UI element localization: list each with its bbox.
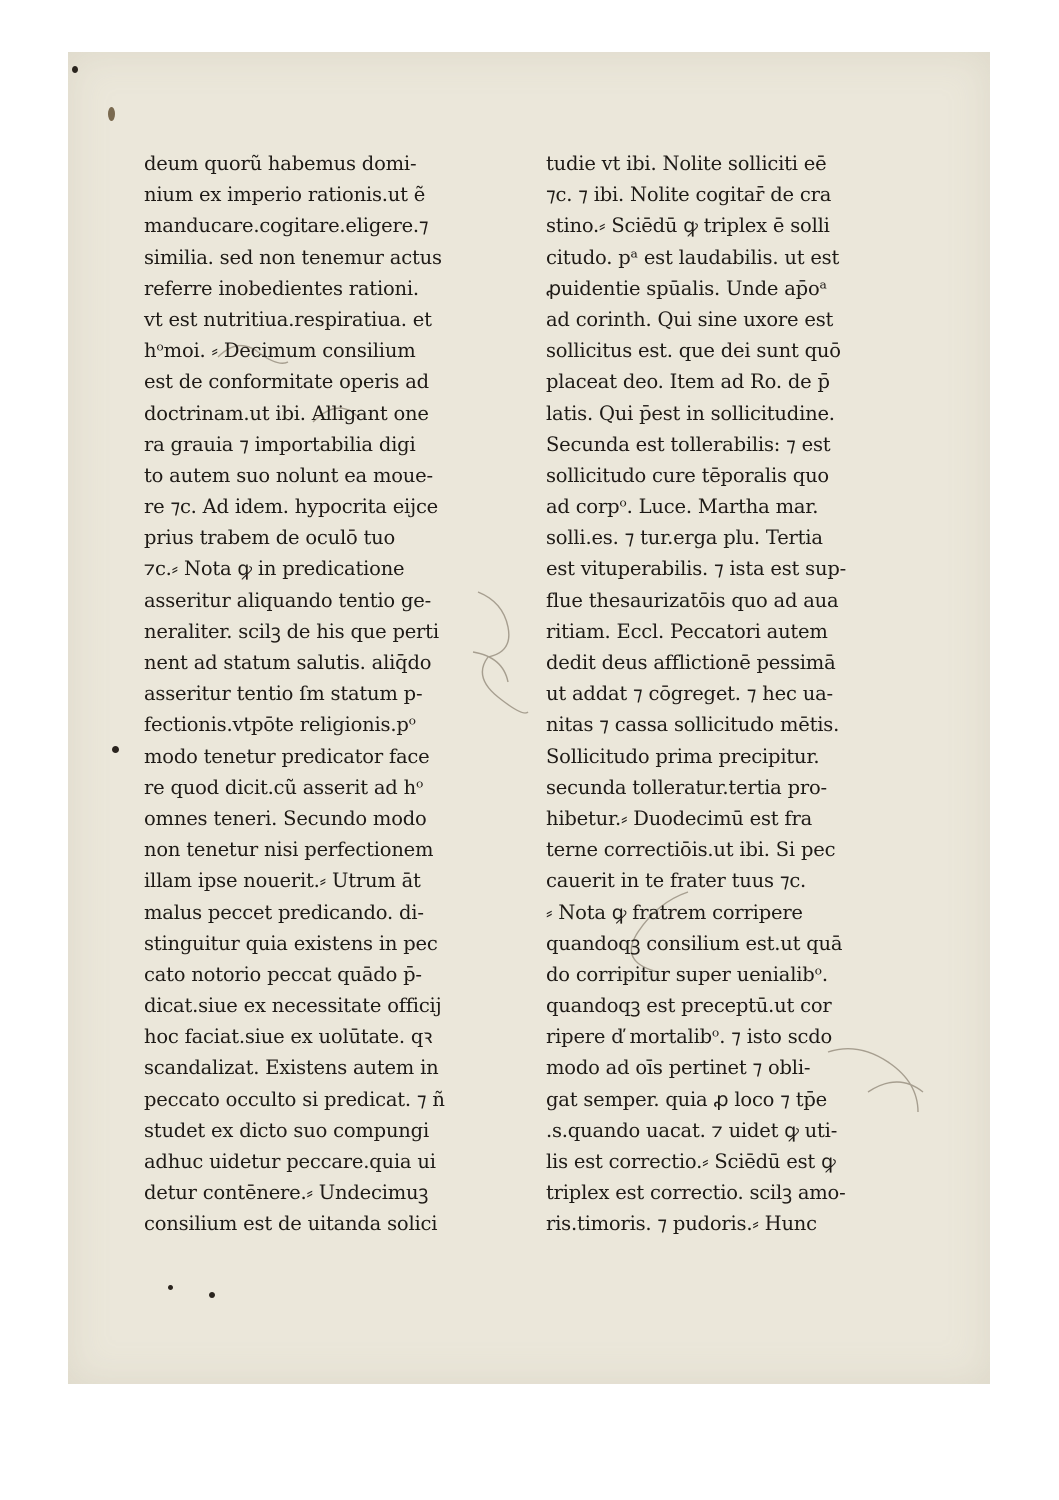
text-line: vt est nutritiua.respiratiua. et xyxy=(144,307,432,331)
text-line: do corripitur super uenialibᵒ. xyxy=(546,962,828,986)
text-line: studet ex dicto suo compungi xyxy=(144,1118,429,1142)
text-line: ripere ď mortalibᵒ. ⁊ isto scdo xyxy=(546,1025,833,1049)
text-line: adhuc uidetur peccare.quia ui xyxy=(144,1150,436,1173)
text-line: ⸗ Nota ꝙ fratrem corripere xyxy=(546,900,803,924)
text-line: dedit deus afflictionē pessimā xyxy=(546,651,836,674)
left-text-column xyxy=(144,148,489,1240)
text-line: modo tenetur predicator face xyxy=(144,744,430,768)
text-line: prius trabem de oculō tuo xyxy=(144,526,396,550)
text-line: asseritur tentio ſm statum p- xyxy=(144,682,423,706)
text-line: stinguitur quia existens in pec xyxy=(144,931,438,955)
text-line: sollicitudo cure tēporalis quo xyxy=(546,463,829,487)
text-line: stino.⸗ Sciēdū ꝙ triplex ē solli xyxy=(546,214,830,238)
text-line: cauerit in te frater tuus ⁊c. xyxy=(546,869,807,893)
text-line: neraliter. scilꝫ de his que perti xyxy=(144,619,439,643)
text-line: quandoqꝫ consilium est.ut quā xyxy=(546,931,843,955)
text-line: dicat.siue ex necessitate officij xyxy=(144,994,442,1018)
text-line: doctrinam.ut ibi. Alligant one xyxy=(144,401,429,425)
text-line: illam ipse nouerit.⸗ Utrum āt xyxy=(144,869,421,893)
text-line: gat semper. quia ꝓ loco ⁊ tp̄e xyxy=(546,1087,827,1111)
text-line: ⁊c.⸗ Nota ꝙ in predicatione xyxy=(144,557,405,581)
text-line: detur contēnere.⸗ Undecimuꝫ xyxy=(144,1181,429,1205)
text-line: nent ad statum salutis. aliq̄do xyxy=(144,651,432,674)
text-line: fectionis.vtpōte religionis.pᵒ xyxy=(144,713,416,737)
text-line: ad corpᵒ. Luce. Martha mar. xyxy=(546,495,819,519)
text-line: scandalizat. Existens autem in xyxy=(144,1056,439,1080)
text-line: cato notorio peccat quādo p̄- xyxy=(144,962,422,986)
text-line: consilium est de uitanda solici xyxy=(144,1212,438,1236)
text-line: non tenetur nisi perfectionem xyxy=(144,838,434,862)
text-line: flue thesaurizatōis quo ad aua xyxy=(546,588,839,612)
text-line: Sollicitudo prima precipitur. xyxy=(546,744,820,768)
text-line: latis. Qui p̄est in sollicitudine. xyxy=(546,401,835,425)
text-line: hibetur.⸗ Duodecimū est fra xyxy=(546,806,812,830)
text-line: triplex est correctio. scilꝫ amo- xyxy=(546,1181,846,1205)
text-line: nium ex imperio rationis.ut ẽ xyxy=(144,183,426,207)
text-line: est vituperabilis. ⁊ ista est sup- xyxy=(546,557,847,581)
text-line: asseritur aliquando tentio ge- xyxy=(144,588,431,612)
text-line: tudie vt ibi. Nolite solliciti eē xyxy=(546,152,827,175)
ink-spot xyxy=(112,746,119,753)
text-line: ꝓuidentie spūalis. Unde ap̄oᵃ xyxy=(546,276,827,300)
text-line: solli.es. ⁊ tur.erga plu. Tertia xyxy=(546,526,823,550)
text-line: to autem suo nolunt ea moue- xyxy=(144,463,433,487)
text-line: re ⁊c. Ad idem. hypocrita eijce xyxy=(144,495,439,519)
text-line: sollicitus est. que dei sunt quō xyxy=(546,339,841,363)
text-line: manducare.cogitare.eligere.⁊ xyxy=(144,214,429,238)
text-line: deum quorũ habemus domi- xyxy=(144,152,417,175)
text-line: peccato occulto si predicat. ⁊ ñ xyxy=(144,1087,445,1111)
manuscript-page xyxy=(68,52,990,1384)
text-line: citudo. pᵃ est laudabilis. ut est xyxy=(546,245,840,269)
text-line: nitas ⁊ cassa sollicitudo mētis. xyxy=(546,713,840,737)
text-line: ad corinth. Qui sine uxore est xyxy=(546,307,834,331)
text-line: ⁊c. ⁊ ibi. Nolite cogitar̄ de cra xyxy=(546,183,832,207)
right-text-column xyxy=(546,148,891,1240)
text-line: omnes teneri. Secundo modo xyxy=(144,806,427,830)
text-line: placeat deo. Item ad Ro. de p̄ xyxy=(546,370,830,394)
text-line: terne correctiōis.ut ibi. Si pec xyxy=(546,838,836,862)
text-line: re quod dicit.cũ asserit ad hᵒ xyxy=(144,775,424,799)
text-line: .s.quando uacat. ⁊ uidet ꝙ uti- xyxy=(546,1118,838,1142)
text-line: quandoqꝫ est preceptū.ut cor xyxy=(546,994,832,1018)
text-line: ra grauia ⁊ importabilia digi xyxy=(144,432,416,456)
text-line: secunda tolleratur.tertia pro- xyxy=(546,775,827,799)
text-line: modo ad oīs pertinet ⁊ obli- xyxy=(546,1056,811,1080)
text-line: ritiam. Eccl. Peccatori autem xyxy=(546,619,828,643)
ink-spot xyxy=(108,107,115,121)
text-line: similia. sed non tenemur actus xyxy=(144,245,442,269)
text-line: Secunda est tollerabilis: ⁊ est xyxy=(546,432,831,456)
text-line: hoc faciat.siue ex uolūtate. qꝛ xyxy=(144,1025,433,1049)
ink-spot xyxy=(72,66,78,73)
text-line: hᵒmoi. ⸗ Decimum consilium xyxy=(144,339,416,363)
text-line: est de conformitate operis ad xyxy=(144,370,429,394)
text-line: lis est correctio.⸗ Sciēdū est ꝙ xyxy=(546,1150,836,1173)
text-line: ut addat ⁊ cōgreget. ⁊ hec ua- xyxy=(546,682,833,706)
text-line: referre inobedientes rationi. xyxy=(144,276,419,300)
text-line: ris.timoris. ⁊ pudoris.⸗ Hunc xyxy=(546,1212,817,1236)
text-line: malus peccet predicando. di- xyxy=(144,900,424,924)
ink-spot xyxy=(168,1285,173,1290)
ink-spot xyxy=(209,1292,215,1298)
